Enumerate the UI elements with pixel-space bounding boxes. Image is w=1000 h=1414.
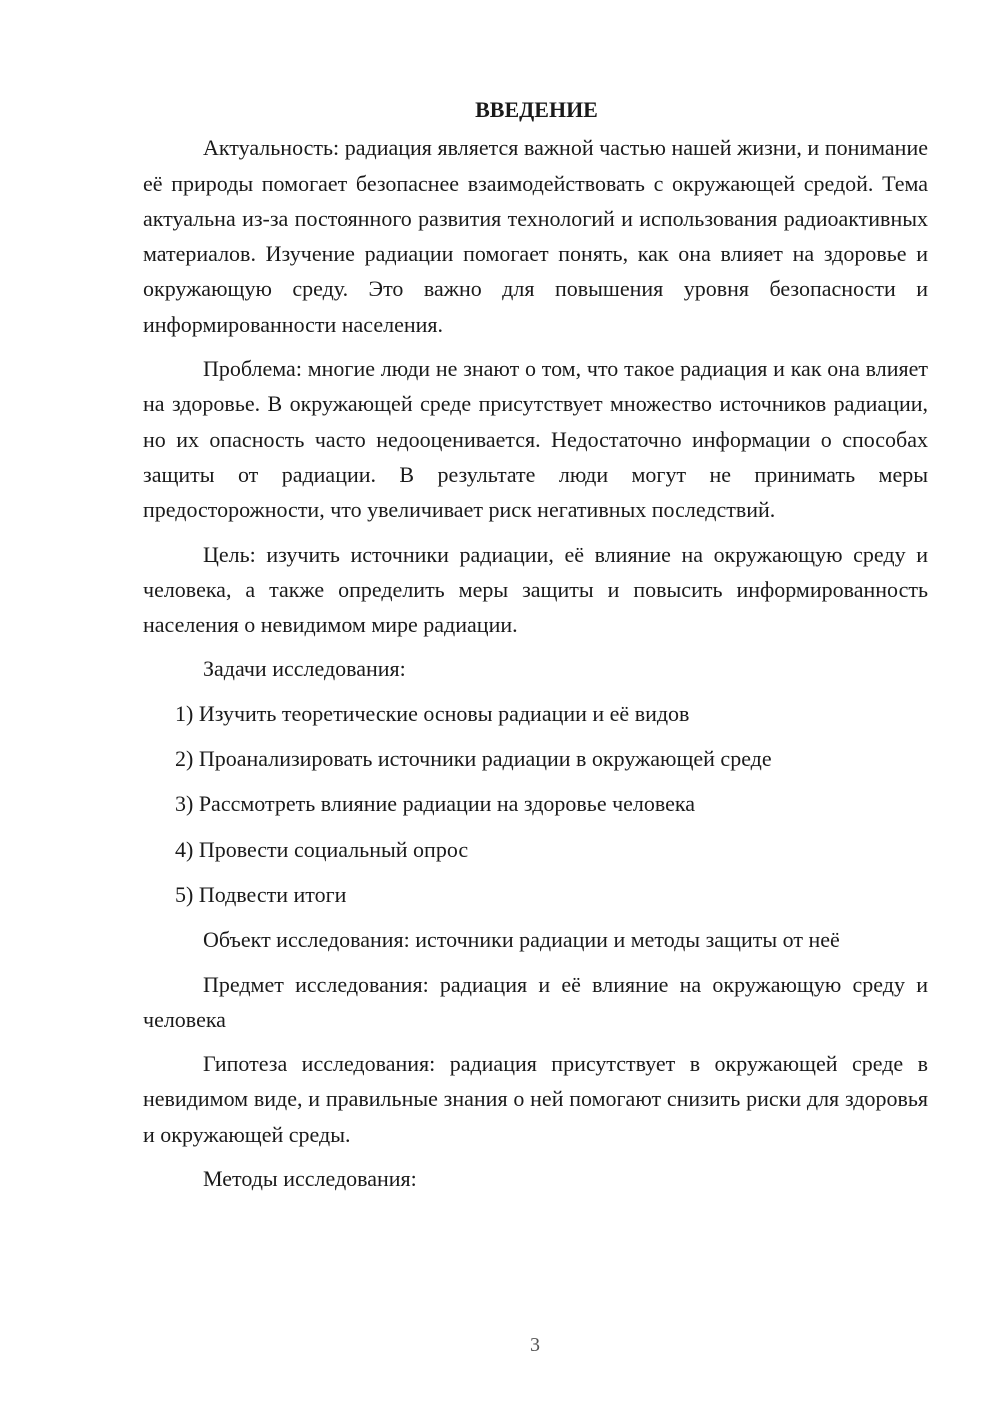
task-item-1: 1) Изучить теоретические основы радиации и её видов bbox=[175, 700, 690, 726]
task-item-5: 5) Подвести итоги bbox=[175, 881, 347, 907]
page-body bbox=[143, 92, 928, 1205]
section-title: ВВЕДЕНИЕ bbox=[475, 97, 598, 122]
methods-heading: Методы исследования: bbox=[203, 1166, 417, 1192]
task-item-4: 4) Провести социальный опрос bbox=[175, 836, 469, 862]
paragraph-problem: Проблема: многие люди не знают о том, что такое радиация и как она влияет на здоровье. В окружающей среде присутствует множество источников радиации, но их опасность часто недооценивается. Недостаточно информации о способах защиты от радиации. В результате люди могут не принимать меры предосторожности, что увеличивает риск негативных последствий. bbox=[143, 356, 928, 523]
tasks-heading: Задачи исследования: bbox=[203, 656, 406, 682]
research-hypothesis: Гипотеза исследования: радиация присутствует в окружающей среде в невидимом виде, и правильные знания о ней помогают снизить риски для здоровья и окружающей среды. bbox=[143, 1051, 928, 1147]
research-object: Объект исследования: источники радиации и методы защиты от неё bbox=[203, 927, 840, 953]
task-item-2: 2) Проанализировать источники радиации в окружающей среде bbox=[175, 746, 772, 772]
paragraph-relevance: Актуальность: радиация является важной частью нашей жизни, и понимание её природы помогает безопаснее взаимодействовать с окружающей средой. Тема актуальна из-за постоянного развития технологий и использования радиоактивных материалов. Изучение радиации помогает понять, как она влияет на здоровье и окружающую среду. Это важно для повышения уровня безопасности и информированности населения. bbox=[143, 135, 928, 337]
paragraph-goal: Цель: изучить источники радиации, её влияние на окружающую среду и человека, а также определить меры защиты и повысить информированность населения о невидимом мире радиации. bbox=[143, 541, 928, 638]
task-list bbox=[143, 696, 928, 912]
research-subject: Предмет исследования: радиация и её влияние на окружающую среду и человека bbox=[143, 971, 928, 1032]
task-item-3: 3) Рассмотреть влияние радиации на здоровье человека bbox=[175, 791, 696, 817]
page-number: 3 bbox=[530, 1334, 540, 1356]
